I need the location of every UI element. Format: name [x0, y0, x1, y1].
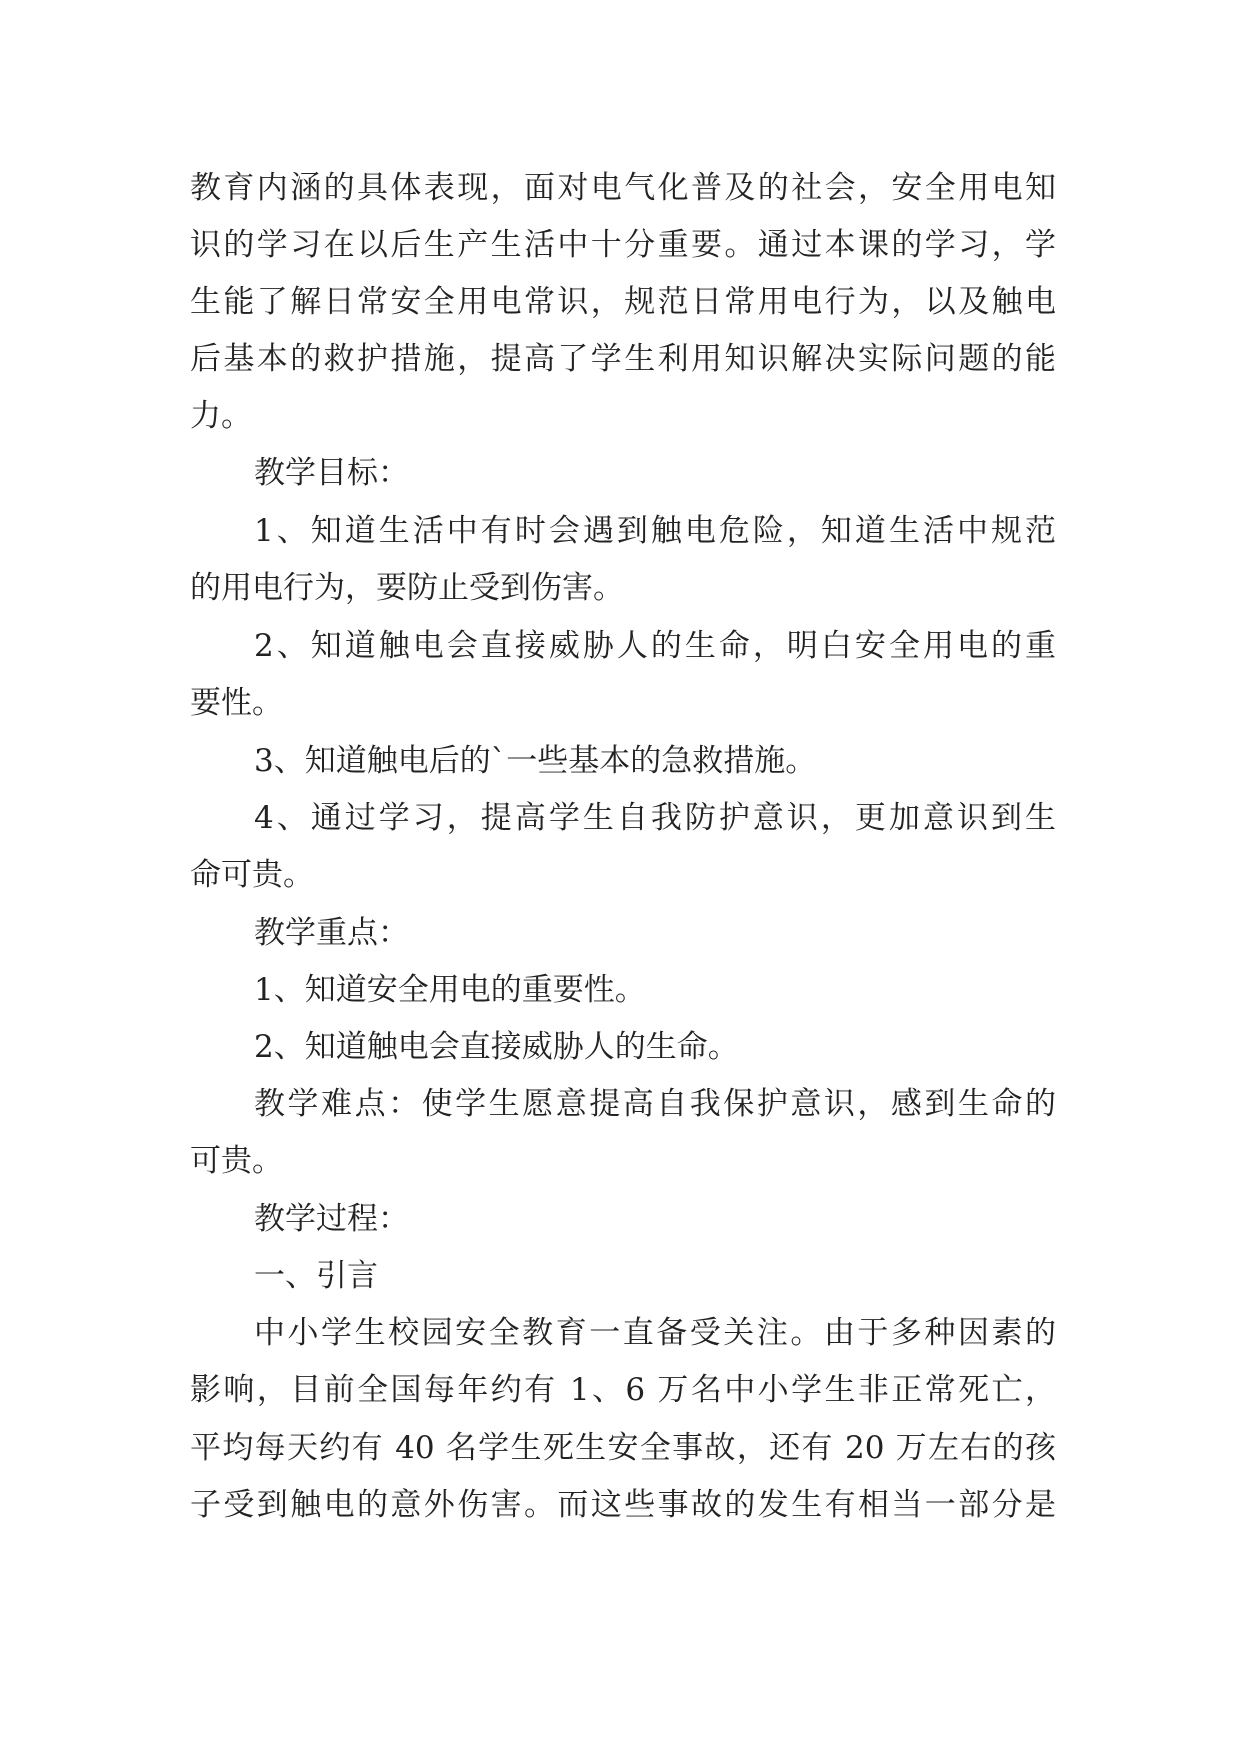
text-line: 的用电行为，要防止受到伤害。 — [190, 570, 624, 606]
text-line: 可贵。 — [190, 1143, 283, 1179]
list-item: 2、知道触电会直接威胁人的生命。 — [254, 1029, 739, 1065]
text-line: 生能了解日常安全用电常识，规范日常用电行为，以及触电 — [190, 284, 1056, 320]
list-item: 1、知道生活中有时会遇到触电危险，知道生活中规范 — [254, 513, 1056, 549]
list-item: 2、知道触电会直接威胁人的生命，明白安全用电的重 — [254, 628, 1056, 664]
list-item: 4、通过学习，提高学生自我防护意识，更加意识到生 — [254, 800, 1056, 836]
list-item: 3、知道触电后的`一些基本的急救措施。 — [254, 743, 817, 779]
text-line: 命可贵。 — [190, 857, 314, 893]
section-heading: 一、引言 — [254, 1258, 378, 1294]
text-line: 识的学习在以后生产生活中十分重要。通过本课的学习，学 — [190, 227, 1056, 263]
text-line: 子受到触电的意外伤害。而这些事故的发生有相当一部分是 — [190, 1487, 1056, 1523]
text-line: 平均每天约有 40 名学生死生安全事故，还有 20 万左右的孩 — [190, 1430, 1056, 1466]
text-line: 中小学生校园安全教育一直备受关注。由于多种因素的 — [254, 1315, 1056, 1351]
text-line: 教育内涵的具体表现，面对电气化普及的社会，安全用电知 — [190, 170, 1056, 206]
text-line: 力。 — [190, 398, 252, 434]
section-heading: 教学重点： — [254, 915, 409, 951]
text-line: 后基本的救护措施，提高了学生利用知识解决实际问题的能 — [190, 341, 1056, 377]
section-heading: 教学难点：使学生愿意提高自我保护意识，感到生命的 — [254, 1086, 1056, 1122]
text-line: 影响，目前全国每年约有 1、6 万名中小学生非正常死亡， — [190, 1372, 1056, 1408]
document-page — [190, 0, 1056, 1754]
list-item: 1、知道安全用电的重要性。 — [254, 972, 646, 1008]
text-line: 要性。 — [190, 685, 283, 721]
section-heading: 教学过程： — [254, 1201, 409, 1237]
section-heading: 教学目标： — [254, 455, 409, 491]
